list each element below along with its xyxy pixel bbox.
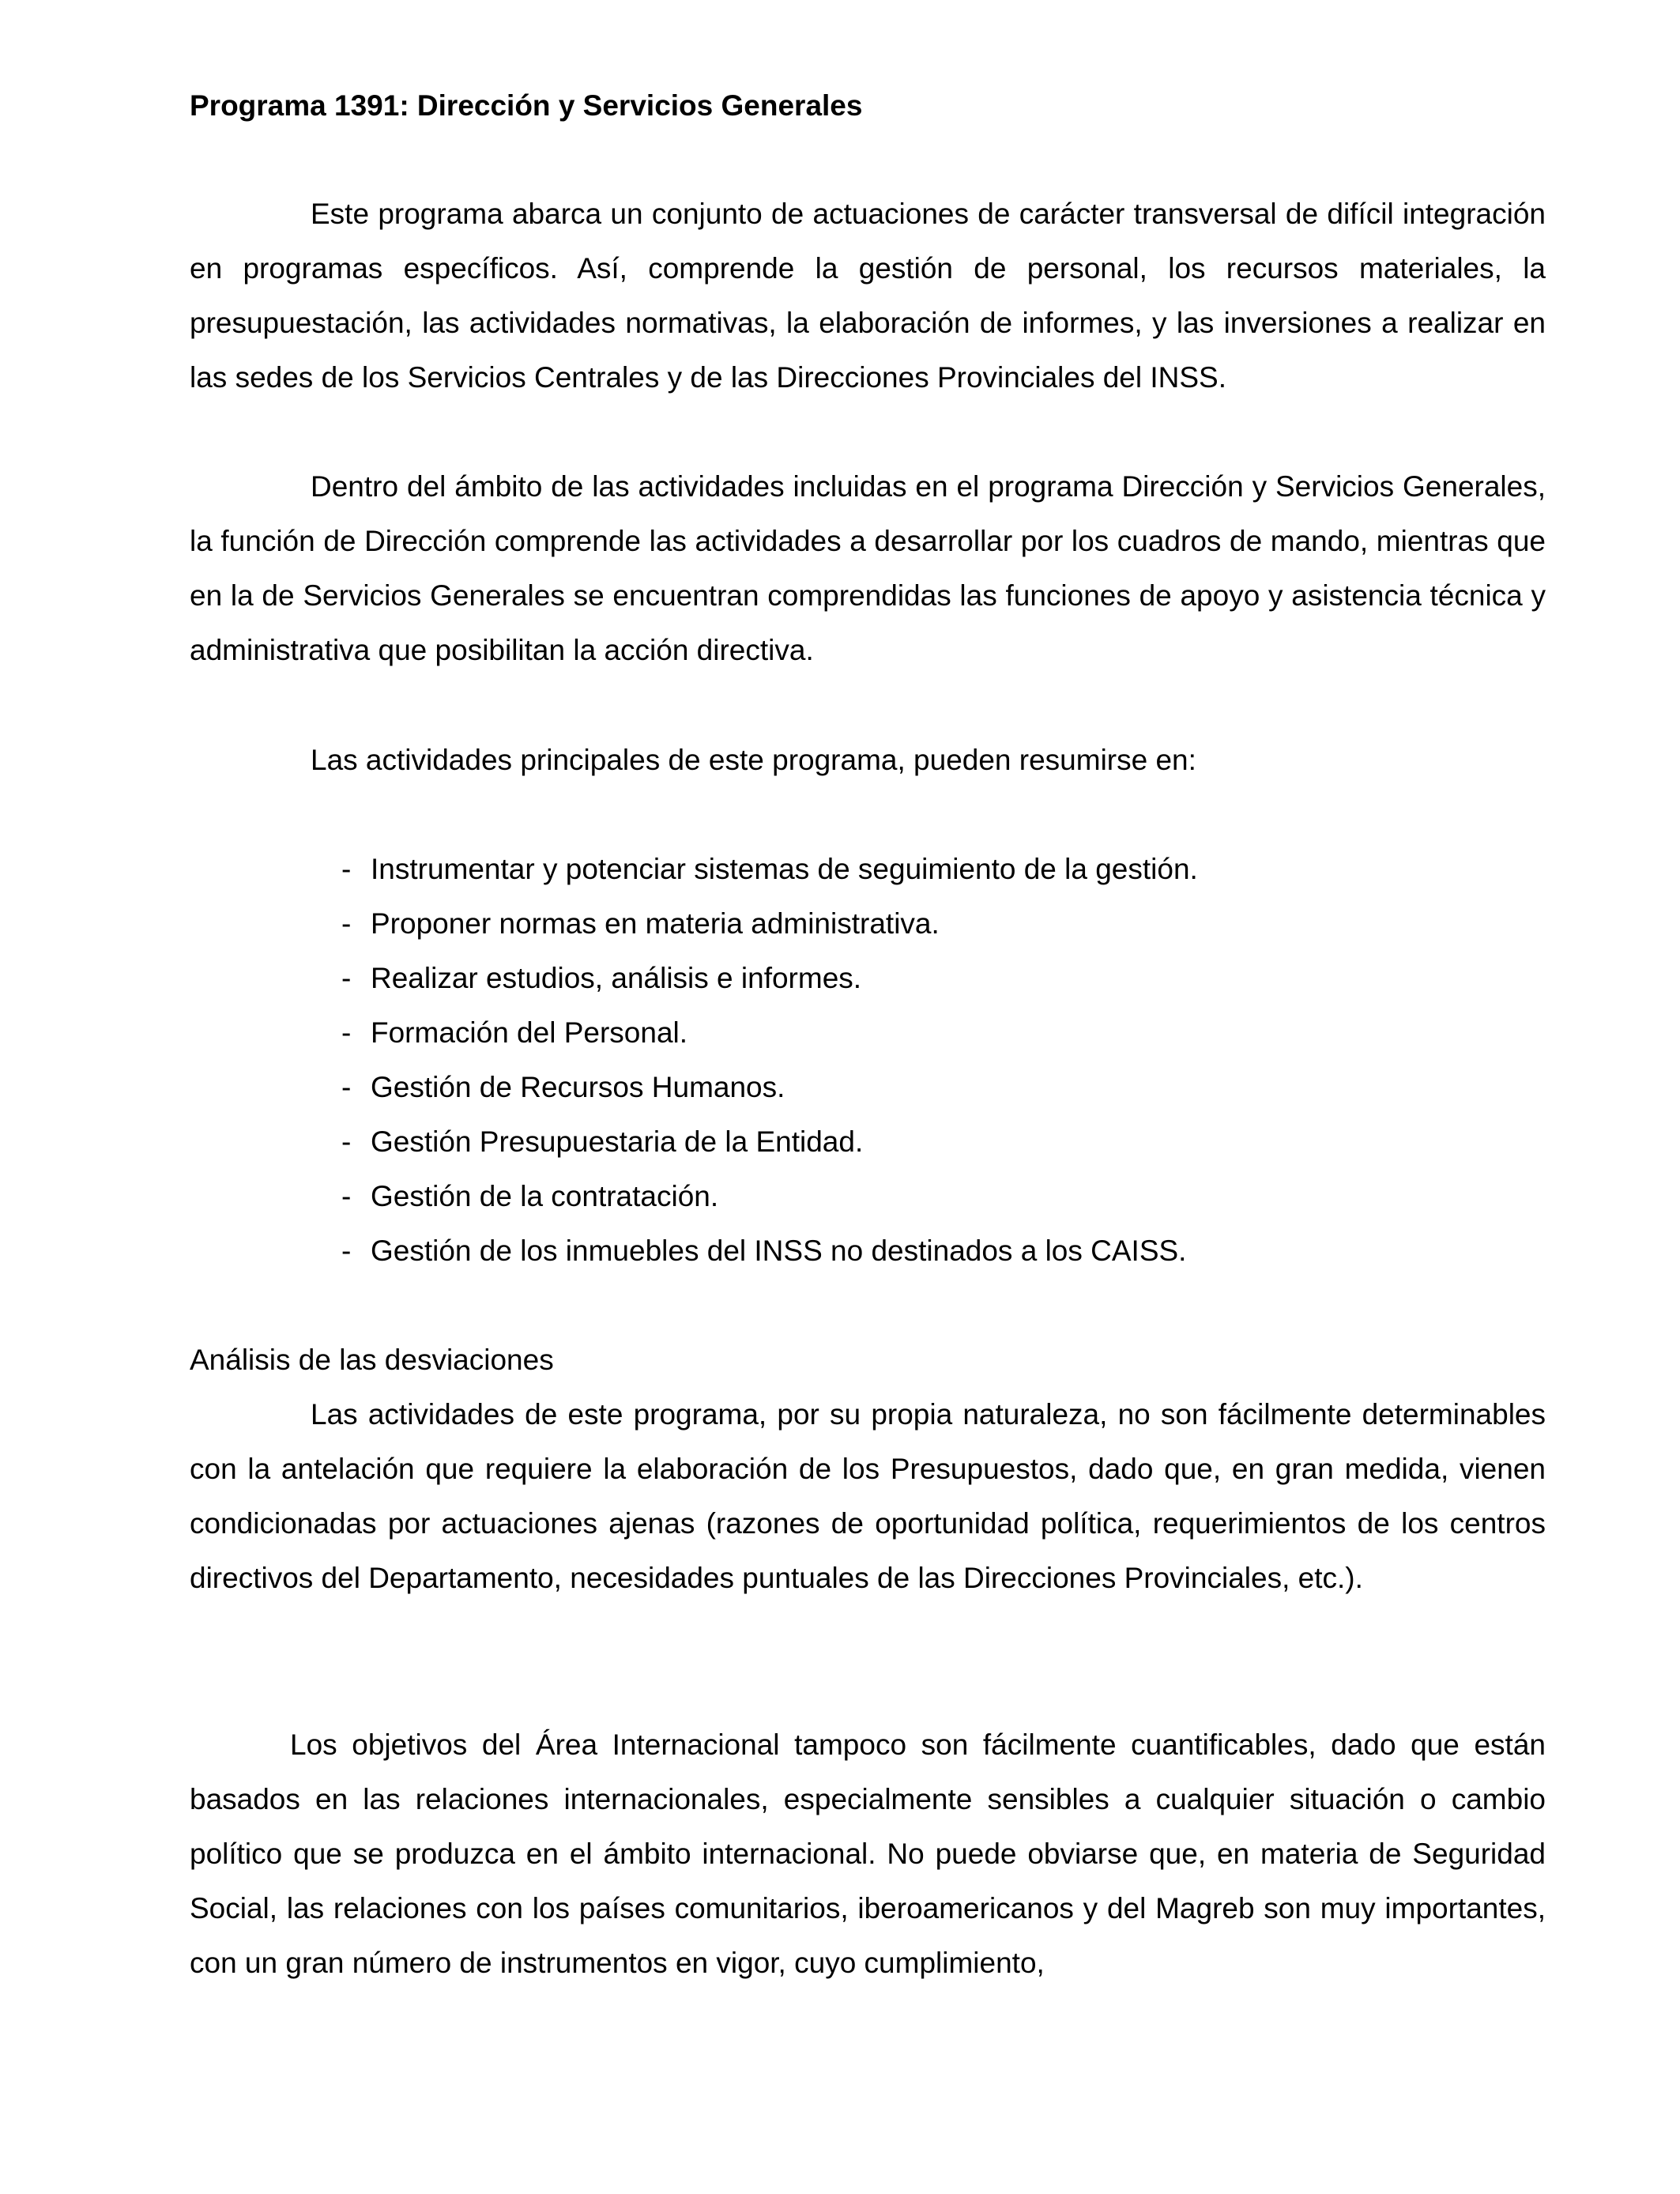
list-dash: - (341, 1125, 352, 1158)
list-dash: - (341, 1235, 352, 1267)
list-item: - Realizar estudios, análisis e informes. (190, 951, 1546, 1005)
list-item: - Gestión de Recursos Humanos. (190, 1060, 1546, 1114)
list-dash: - (341, 962, 352, 994)
activities-intro: Las actividades principales de este programa, pueden resumirse en: (311, 744, 1196, 776)
list-item: - Gestión de la contratación. (190, 1169, 1546, 1223)
document-page (190, 85, 1546, 1990)
list-dash: - (341, 1016, 352, 1049)
paragraph-direction-services: Dentro del ámbito de las actividades incluidas en el programa Dirección y Servicios Generales, la función de Dirección comprende las actividades a desarrollar por los cuadros de mando, mientras que en la de Servicios Generales se encuentran comprendidas las funciones de apoyo y asistencia técnica y administrativa que posibilitan la acción directiva. (190, 470, 1546, 666)
list-dash: - (341, 1071, 352, 1103)
list-item: - Gestión de los inmuebles del INSS no destinados a los CAISS. (190, 1223, 1546, 1278)
list-item: - Instrumentar y potenciar sistemas de seguimiento de la gestión. (190, 842, 1546, 896)
list-dash: - (341, 853, 352, 885)
list-item: - Formación del Personal. (190, 1005, 1546, 1060)
paragraph-program-scope: Este programa abarca un conjunto de actuaciones de carácter transversal de difícil integración en programas específicos. Así, comprende la gestión de personal, los recursos materiales, la presupuestación, las actividades normativas, la elaboración de informes, y las inversiones a realizar en las sedes de los Servicios Centrales y de las Direcciones Provinciales del INSS. (190, 198, 1546, 394)
paragraph-deviations: Las actividades de este programa, por su propia naturaleza, no son fácilmente determinables con la antelación que requiere la elaboración de los Presupuestos, dado que, en gran medida, vienen condicionadas por actuaciones ajenas (razones de oportunidad política, requerimientos de los centros directivos del Departamento, necesidades puntuales de las Direcciones Provinciales, etc.). (190, 1398, 1546, 1594)
document-title: Programa 1391: Dirección y Servicios Generales (190, 89, 863, 122)
list-dash: - (341, 1180, 352, 1212)
section-heading-deviations: Análisis de las desviaciones (190, 1344, 554, 1376)
list-item: - Proponer normas en materia administrativa. (190, 896, 1546, 951)
list-item: - Gestión Presupuestaria de la Entidad. (190, 1114, 1546, 1169)
list-dash: - (341, 907, 352, 940)
activities-list (190, 842, 1546, 1278)
paragraph-international-area: Los objetivos del Área Internacional tampoco son fácilmente cuantificables, dado que están basados en las relaciones internacionales, especialmente sensibles a cualquier situación o cambio político que se produzca en el ámbito internacional. No puede obviarse que, en materia de Seguridad Social, las relaciones con los países comunitarios, iberoamericanos y del Magreb son muy importantes, con un gran número de instrumentos en vigor, cuyo cumplimiento, (190, 1728, 1546, 1979)
